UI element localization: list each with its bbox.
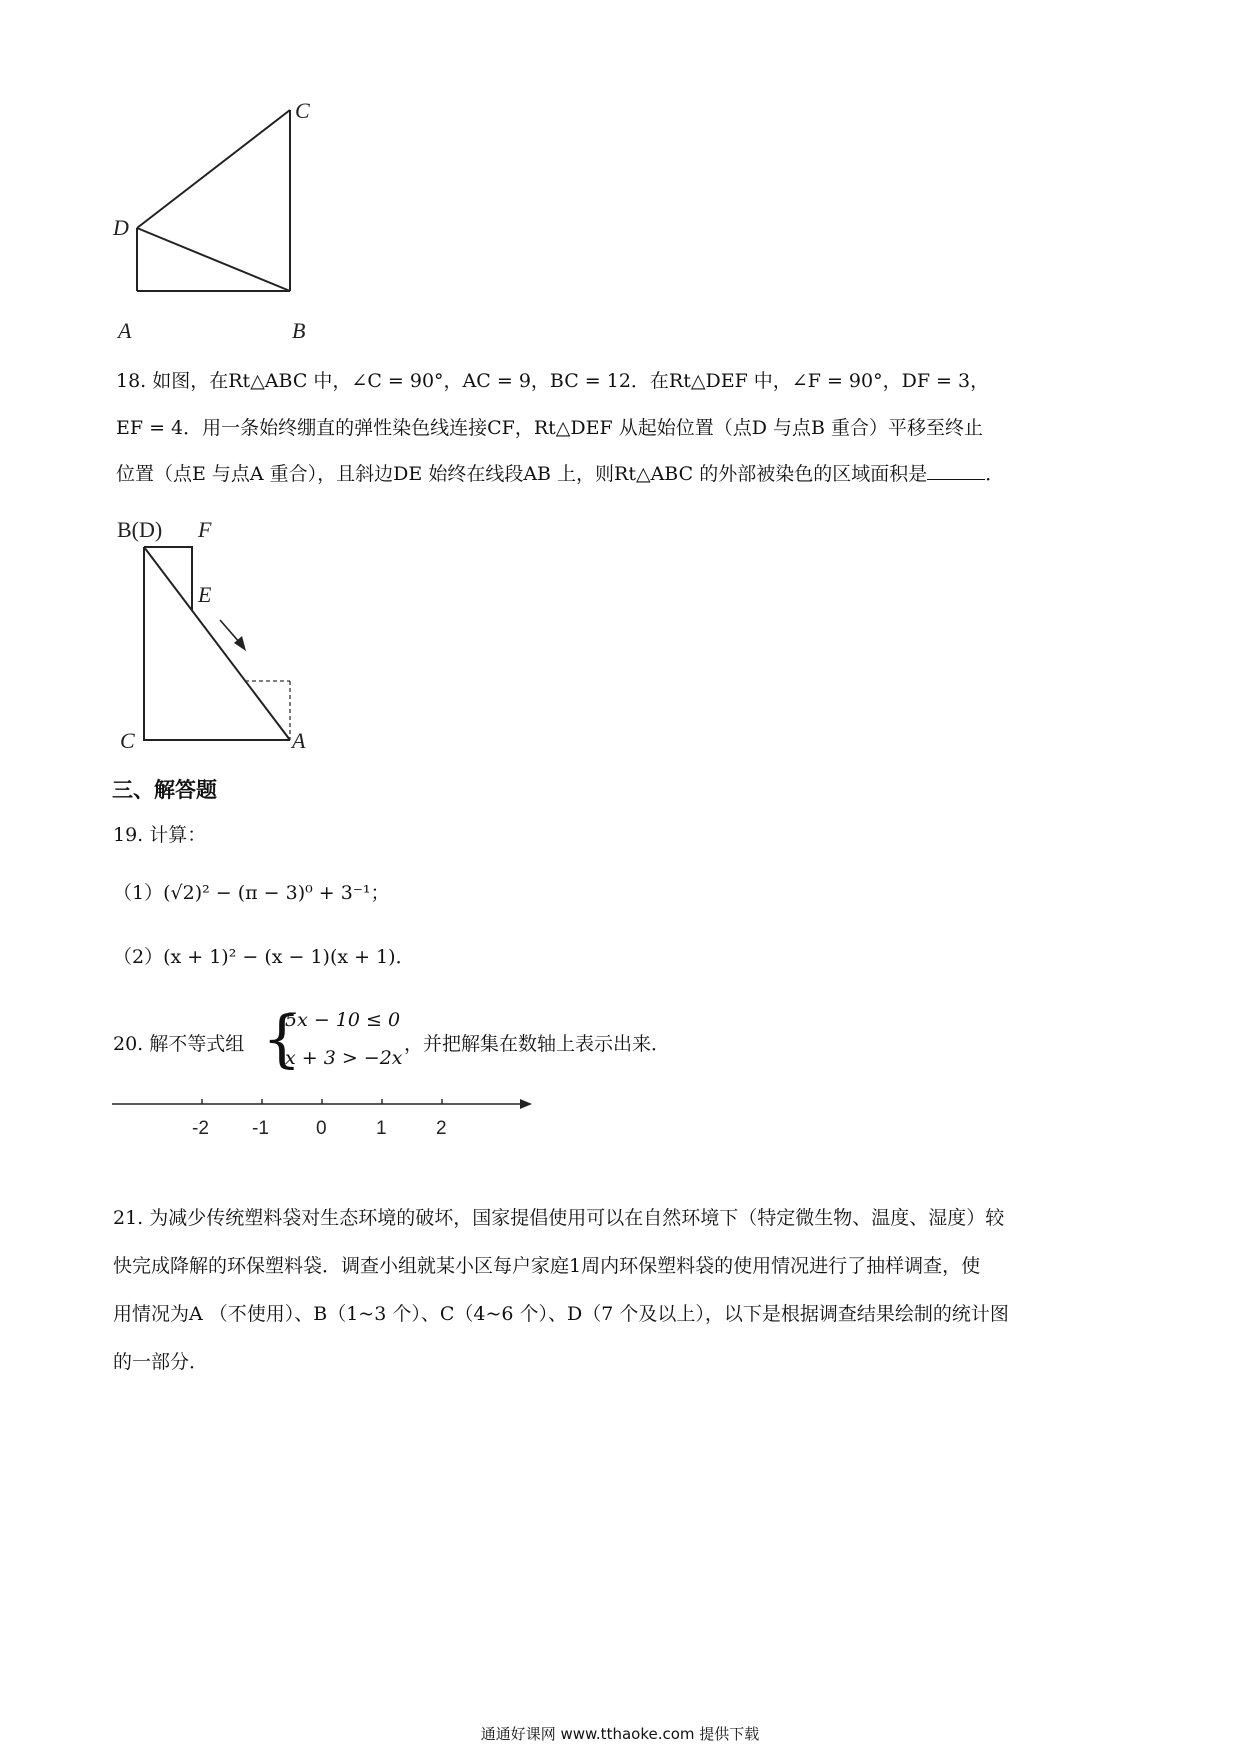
label-c: C — [120, 728, 135, 753]
answer-blank[interactable] — [927, 461, 985, 480]
q18-line3-text: 位置（点E 与点A 重合），且斜边DE 始终在线段AB 上，则Rt△ABC 的外部被染色的区域面积是 — [116, 463, 928, 485]
q19-title: 19. 计算： — [113, 824, 207, 846]
tick-label: 0 — [316, 1118, 327, 1139]
page-footer: 通通好课网 www.tthaoke.com 提供下载 — [480, 1725, 760, 1743]
q20-inequality-1: 5x − 10 ≤ 0 — [285, 1009, 401, 1031]
label-b: B — [292, 318, 306, 343]
label-a: A — [118, 318, 132, 343]
q19-part2: （2）(x + 1)² − (x − 1)(x + 1)． — [113, 946, 415, 968]
system-brace: { — [262, 1002, 302, 1075]
q21-line3: 用情况为A （不使用）、B（1~3 个）、C（4~6 个）、D（7 个及以上），以下是根据调查结果绘制的统计图 — [113, 1303, 1009, 1325]
direction-arrow-icon — [220, 620, 246, 651]
q19-part1: （1）(√2)² − (π − 3)⁰ + 3⁻¹； — [113, 882, 390, 904]
q21-line1: 21. 为减少传统塑料袋对生态环境的破坏，国家提倡使用可以在自然环境下（特定微生物、温度、湿度）较 — [113, 1207, 1005, 1229]
label-f: F — [198, 517, 212, 542]
segment-db — [137, 228, 290, 291]
figure-triangle-translation — [100, 510, 340, 755]
tick-label: 2 — [436, 1118, 447, 1139]
q20-prefix: 20. 解不等式组 — [113, 1033, 245, 1055]
q20-inequality-2: x + 3 > −2x — [285, 1047, 403, 1069]
tick-label: 1 — [376, 1118, 387, 1139]
figure-quadrilateral-abcd — [100, 95, 340, 355]
tick-label: -2 — [192, 1118, 209, 1139]
section-title: 三、解答题 — [112, 777, 217, 802]
segment-dc — [137, 110, 290, 228]
label-a: A — [292, 728, 306, 753]
q21-line2: 快完成降解的环保塑料袋．调查小组就某小区每户家庭1周内环保塑料袋的使用情况进行了抽样调查，使 — [113, 1255, 981, 1277]
number-line — [100, 1090, 540, 1145]
tick-label: -1 — [252, 1118, 269, 1139]
label-c: C — [295, 98, 310, 123]
q20-suffix: ，并把解集在数轴上表示出来． — [404, 1033, 671, 1055]
q18-line3-end: ． — [985, 463, 1005, 485]
q18-line2: EF = 4．用一条始终绷直的弹性染色线连接CF，Rt△DEF 从起始位置（点D 与点B 重合）平移至终止 — [116, 417, 984, 439]
q21-line4: 的一部分． — [113, 1351, 209, 1373]
label-d: D — [113, 215, 129, 240]
q18-line1: 18. 如图，在Rt△ABC 中，∠C = 90°，AC = 9，BC = 12．在Rt△DEF 中，∠F = 90°，DF = 3， — [116, 370, 990, 392]
label-b-d: B(D) — [117, 517, 163, 542]
label-e: E — [198, 582, 212, 607]
hypotenuse-ab — [144, 547, 290, 740]
arrow-right-icon — [520, 1099, 532, 1109]
q18-line3 — [116, 461, 1004, 487]
